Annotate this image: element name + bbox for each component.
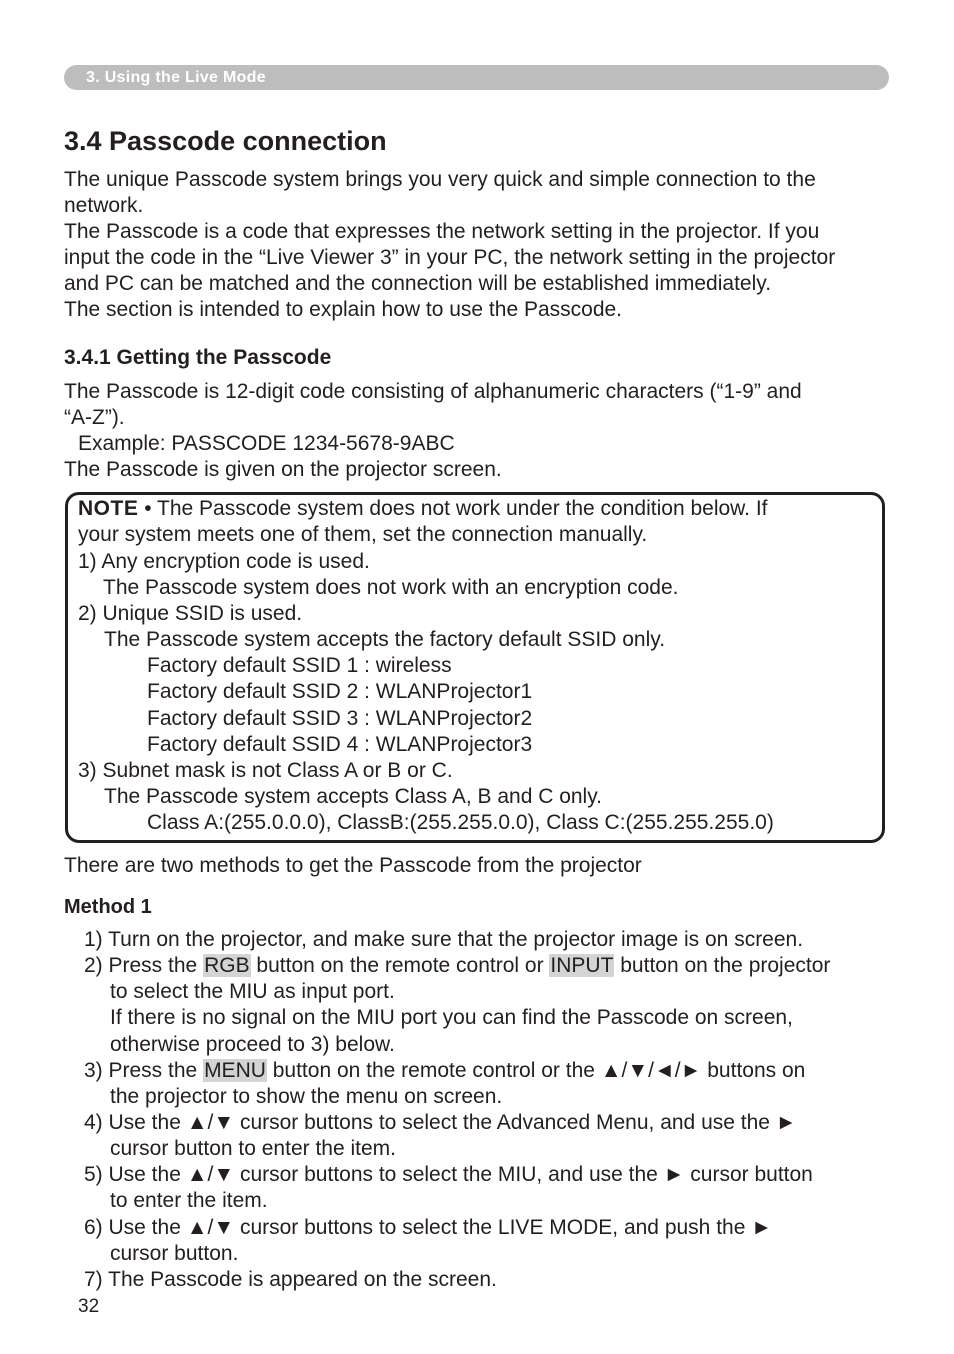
note-line: The Passcode system accepts the factory default SSID only. bbox=[104, 628, 666, 651]
step-2-text: 2) Press the bbox=[84, 954, 204, 977]
note-line: The Passcode system does not work with an encryption code. bbox=[103, 576, 679, 599]
step-2-line: otherwise proceed to 3) below. bbox=[110, 1033, 395, 1056]
note-line: Factory default SSID 4 : WLANProjector3 bbox=[147, 733, 533, 756]
input-key-label: INPUT bbox=[550, 954, 614, 977]
intro-line: input the code in the “Live Viewer 3” in your PC, the network setting in the projector bbox=[64, 246, 836, 269]
step-3 bbox=[84, 1058, 805, 1084]
note-label: NOTE bbox=[78, 497, 139, 520]
intro-line: and PC can be matched and the connection will be established immediately. bbox=[64, 272, 772, 295]
step-5: 5) Use the ▲/▼ cursor buttons to select the MIU, and use the ► cursor button bbox=[84, 1163, 813, 1186]
passcode-example: Example: PASSCODE 1234-5678-9ABC bbox=[78, 432, 455, 455]
note-line: 1) Any encryption code is used. bbox=[78, 550, 370, 573]
step-7: 7) The Passcode is appeared on the screen. bbox=[84, 1268, 497, 1291]
note-text: • The Passcode system does not work under the condition below. If bbox=[144, 497, 768, 520]
rgb-key-label: RGB bbox=[204, 954, 250, 977]
step-2-line: to select the MIU as input port. bbox=[110, 980, 395, 1003]
note-line: The Passcode system accepts Class A, B and C only. bbox=[104, 785, 603, 808]
step-2 bbox=[84, 953, 830, 979]
section-header-bar bbox=[64, 65, 889, 90]
note-line: Class A:(255.0.0.0), ClassB:(255.255.0.0), Class C:(255.255.255.0) bbox=[147, 811, 774, 834]
step-3-line: the projector to show the menu on screen. bbox=[110, 1085, 503, 1108]
intro-line: network. bbox=[64, 194, 144, 217]
step-3-text: button on the remote control or the ▲/▼/◄/► buttons on bbox=[266, 1059, 806, 1082]
step-6: 6) Use the ▲/▼ cursor buttons to select the LIVE MODE, and push the ► bbox=[84, 1216, 773, 1239]
note-line: 2) Unique SSID is used. bbox=[78, 602, 303, 625]
note-line: 3) Subnet mask is not Class A or B or C. bbox=[78, 759, 453, 782]
subsection-heading: 3.4.1 Getting the Passcode bbox=[64, 346, 332, 369]
menu-key-label: MENU bbox=[204, 1059, 266, 1082]
page-title: 3.4 Passcode connection bbox=[64, 126, 387, 156]
note-line: Factory default SSID 1 : wireless bbox=[147, 654, 452, 677]
step-2-text: button on the projector bbox=[614, 954, 831, 977]
step-5-line: to enter the item. bbox=[110, 1189, 268, 1212]
step-2-line: If there is no signal on the MIU port you can find the Passcode on screen, bbox=[110, 1006, 793, 1029]
note-line: Factory default SSID 3 : WLANProjector2 bbox=[147, 707, 533, 730]
page-number: 32 bbox=[78, 1296, 100, 1317]
note-line: your system meets one of them, set the connection manually. bbox=[78, 523, 648, 546]
step-1: 1) Turn on the projector, and make sure that the projector image is on screen. bbox=[84, 928, 804, 951]
intro-line: The unique Passcode system brings you very quick and simple connection to the bbox=[64, 168, 816, 191]
note-line: Factory default SSID 2 : WLANProjector1 bbox=[147, 680, 533, 703]
intro-line: The Passcode is a code that expresses the network setting in the projector. If you bbox=[64, 220, 820, 243]
note-first-line bbox=[78, 496, 768, 522]
passcode-desc-line: “A-Z”). bbox=[64, 406, 125, 429]
step-4: 4) Use the ▲/▼ cursor buttons to select the Advanced Menu, and use the ► bbox=[84, 1111, 797, 1134]
section-header-label: 3. Using the Live Mode bbox=[86, 69, 266, 86]
step-2-text: button on the remote control or bbox=[250, 954, 550, 977]
step-6-line: cursor button. bbox=[110, 1242, 239, 1265]
passcode-desc-line: The Passcode is given on the projector screen. bbox=[64, 458, 502, 481]
intro-line: The section is intended to explain how to use the Passcode. bbox=[64, 298, 623, 321]
passcode-desc-line: The Passcode is 12-digit code consisting of alphanumeric characters (“1-9” and bbox=[64, 380, 802, 403]
method1-heading: Method 1 bbox=[64, 896, 152, 918]
step-3-text: 3) Press the bbox=[84, 1059, 204, 1082]
step-4-line: cursor button to enter the item. bbox=[110, 1137, 396, 1160]
methods-intro: There are two methods to get the Passcode from the projector bbox=[64, 854, 642, 877]
